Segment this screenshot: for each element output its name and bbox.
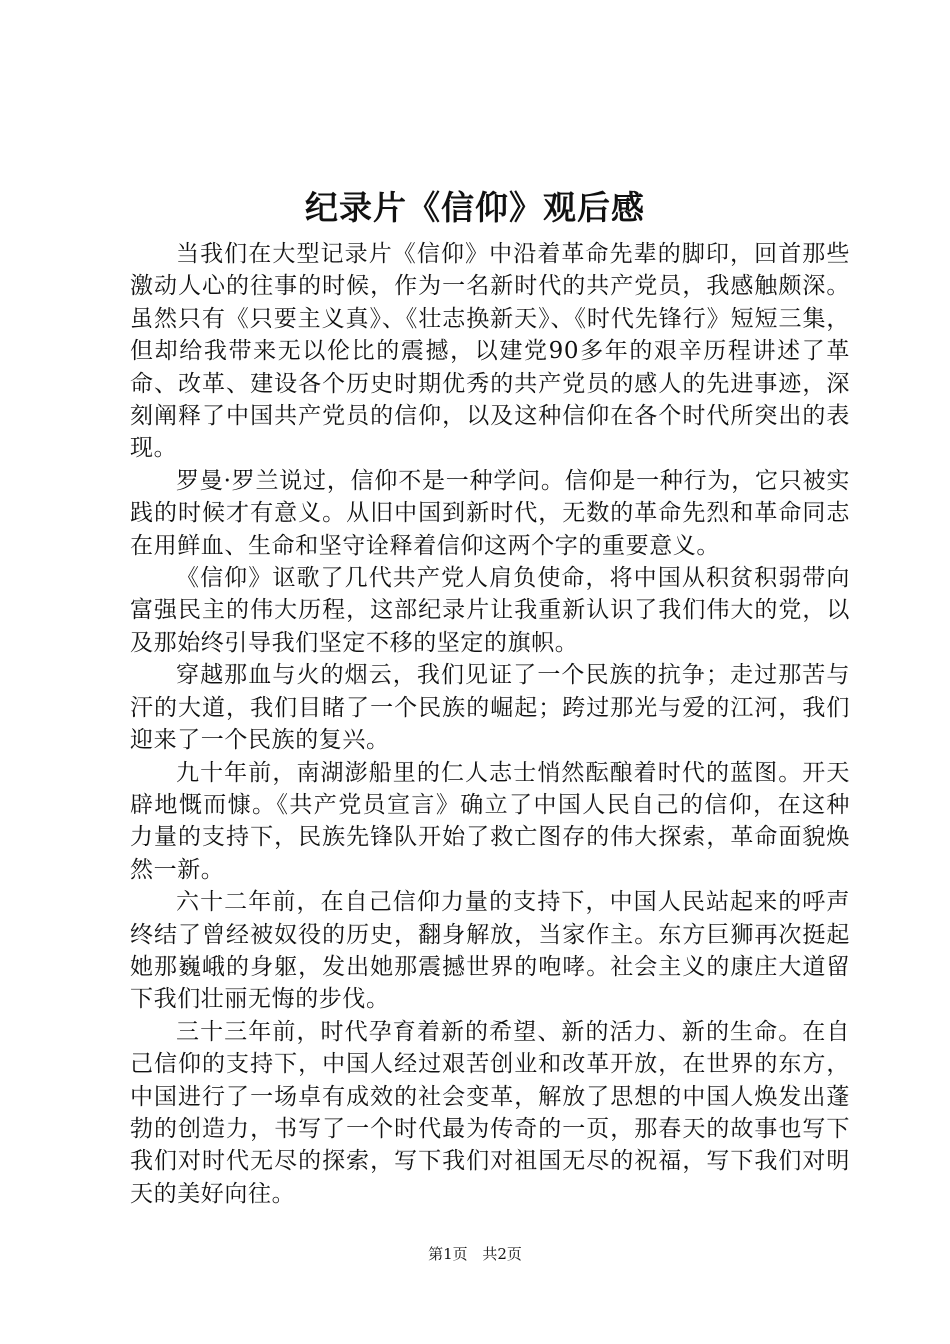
paragraph-3: 《信仰》讴歌了几代共产党人肩负使命，将中国从积贫积弱带向富强民主的伟大历程，这部纪录片让我重新认识了我们伟大的党，以及那始终引导我们坚定不移的坚定的旗帜。 (130, 565, 850, 656)
paragraph-1: 当我们在大型记录片《信仰》中沿着革命先辈的脚印，回首那些激动人心的往事的时候，作为一名新时代的共产党员，我感触颇深。虽然只有《只要主义真》、《壮志换新天》、《时代先锋行》短短三集，但却给我带来无以伦比的震撼，以建党90多年的艰辛历程讲述了革命、改革、建设各个历史时期优秀的共产党员的感人的先进事迹，深刻阐释了中国共产党员的信仰，以及这种信仰在各个时代所突出的表现。 (130, 241, 850, 462)
page-number-total: 共2页 (482, 1245, 522, 1263)
paragraph-7: 三十三年前，时代孕育着新的希望、新的活力、新的生命。在自己信仰的支持下，中国人经过艰苦创业和改革开放，在世界的东方，中国进行了一场卓有成效的社会变革，解放了思想的中国人焕发出蓬勃的创造力，书写了一个时代最为传奇的一页，那春天的故事也写下我们对时代无尽的探索，写下我们对祖国无尽的祝福，写下我们对明天的美好向往。 (130, 1018, 850, 1207)
paragraph-6: 六十二年前，在自己信仰力量的支持下，中国人民站起来的呼声终结了曾经被奴役的历史，翻身解放，当家作主。东方巨狮再次挺起她那巍峨的身躯，发出她那震撼世界的咆哮。社会主义的康庄大道留下我们壮丽无悔的步伐。 (130, 889, 850, 1013)
page-footer (0, 1244, 950, 1264)
document-body (130, 238, 850, 1210)
paragraph-4: 穿越那血与火的烟云，我们见证了一个民族的抗争；走过那苦与汗的大道，我们目睹了一个民族的崛起；跨过那光与爱的江河，我们迎来了一个民族的复兴。 (130, 662, 850, 754)
page-number-current: 第1页 (428, 1245, 468, 1263)
paragraph-5: 九十年前，南湖澎船里的仁人志士悄然酝酿着时代的蓝图。开天辟地慨而慷。《共产党员宣言》确立了中国人民自己的信仰，在这种力量的支持下，民族先锋队开始了救亡图存的伟大探索，革命面貌焕然一新。 (130, 759, 850, 883)
document-title: 纪录片《信仰》观后感 (305, 188, 645, 227)
paragraph-2: 罗曼·罗兰说过，信仰不是一种学问。信仰是一种行为，它只被实践的时候才有意义。从旧中国到新时代，无数的革命先烈和革命同志在用鲜血、生命和坚守诠释着信仰这两个字的重要意义。 (130, 467, 850, 559)
